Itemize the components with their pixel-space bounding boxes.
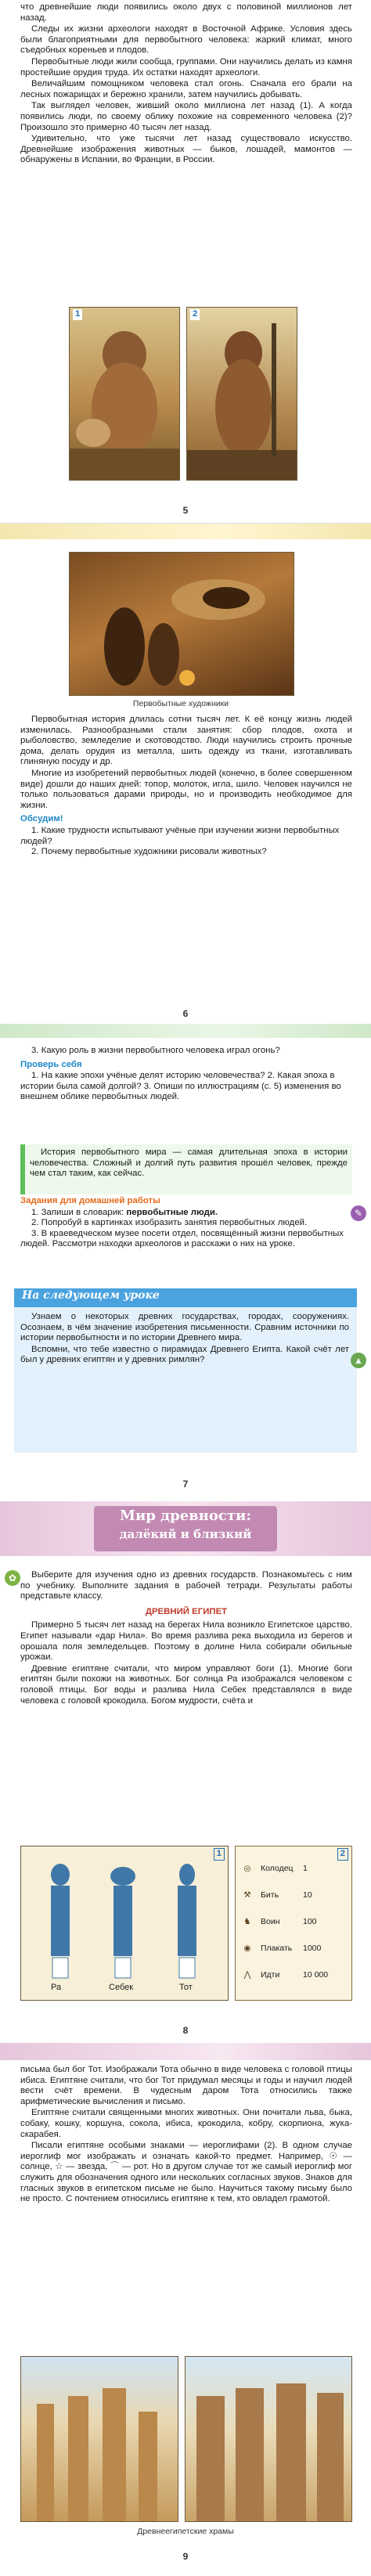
task-icon: ✿ bbox=[5, 1570, 20, 1586]
paragraph: Египтяне считали священными многих животных. Они почитали льва, быка, собаку, кошку, коршуна, сокола, ибиса, крокодила, кобру, скорпиона, жука-скарабея. bbox=[20, 2108, 352, 2139]
hieroglyph-row: ◎ Колодец 1 bbox=[240, 1864, 337, 1876]
hieroglyph-row: ◉ Плакать 1000 bbox=[240, 1944, 337, 1956]
chapter-title-banner bbox=[0, 1501, 371, 1556]
page-6-text bbox=[20, 715, 352, 858]
early-human-illustration bbox=[69, 307, 180, 481]
page-number: 5 bbox=[182, 505, 189, 516]
page-7 bbox=[0, 1024, 371, 1497]
page-9 bbox=[0, 2043, 371, 2576]
god-label-ra: Ра bbox=[51, 1983, 62, 1992]
chapter-title-plate bbox=[94, 1506, 277, 1551]
page-top-band bbox=[0, 1024, 371, 1038]
question-3: 3. Какую роль в жизни первобытного человека играл огонь? bbox=[31, 1046, 280, 1055]
hieroglyph-table bbox=[235, 1846, 352, 2001]
modern-human-illustration bbox=[186, 307, 297, 481]
god-label-thoth: Тот bbox=[179, 1983, 193, 1992]
temple-columns-left bbox=[21, 2357, 178, 2521]
paragraph: Удивительно, что уже тысячи лет назад существовало искусство. Древнейшие изображения животных — быков, лошадей, мамонтов — обнаружены в Испании, во Франции, в России. bbox=[20, 134, 352, 165]
paragraph: Многие из изобретений первобытных людей (конечно, в более совершенном виде) дошли до наших дней: топор, молоток, игла, шило. Человек научился не только пользоваться дарами природы, но и производить необходимое для жизни. bbox=[20, 768, 352, 810]
check-text: 1. На какие эпохи учёные делят историю человечества? 2. Какая эпоха в истории была самой долгой? 3. Опиши по иллюстрациям (с. 5) изменения во внешнем облике первобытных людей. bbox=[20, 1071, 341, 1102]
paragraph: письма был бог Тот. Изображали Тота обычно в виде человека с головой птицы ибиса. Египтяне считали, что бог Тот придумал месяцы и годы и научил людей вести счёт времени. В чудесным даром Тота относились также арифметические вычисления и письмо. bbox=[20, 2065, 352, 2106]
discuss-item: 2. Почему первобытные художники рисовали животных? bbox=[31, 847, 267, 857]
image-caption: Древнеегипетские храмы bbox=[137, 2527, 234, 2536]
paragraph: Следы их жизни археологи находят в Восточной Африке. Условия здесь были благоприятными для первобытного человека: жаркий климат, много съедобных кореньев и плодов. bbox=[20, 24, 352, 56]
page-5-text bbox=[20, 2, 352, 167]
temple-photo-left bbox=[20, 2356, 178, 2522]
intro-text: Выберите для изучения одно из древних государств. Познакомьтесь с ним по учебнику. Выполните задания в рабочей тетради. Результаты работы представьте классу. bbox=[20, 1570, 352, 1601]
figure-label-1: 1 bbox=[73, 309, 82, 320]
paragraph: Так выглядел человек, живший около миллиона лет назад (1). А когда появились люди, по своему облику похожие на современного человека (2)? Произошло это примерно 40 тысяч лет назад. bbox=[20, 101, 352, 132]
section-heading: ДРЕВНИЙ ЕГИПЕТ bbox=[145, 1606, 228, 1616]
page-7-text-top bbox=[20, 1046, 352, 1103]
warrior-icon: ♞ bbox=[243, 1917, 251, 1926]
modern-human-figure bbox=[187, 308, 297, 480]
gods-figures bbox=[21, 1846, 228, 2000]
summary-box bbox=[20, 1144, 352, 1194]
page-8 bbox=[0, 1497, 371, 2043]
hieroglyph-row: ♞ Воин 100 bbox=[240, 1917, 337, 1929]
paragraph: Примерно 5 тысяч лет назад на берегах Нила возникло Египетское царство. Египет называли «дар Нила». Во время разлива река выходила из берегов и орошала поля земледельцев. Поэтому в долине Нила собирали обильные урожаи. bbox=[20, 1620, 352, 1663]
paragraph: Древние египтяне считали, что миром управляют боги (1). Многие боги египтян были похожи на животных. Бог солнца Ра изображался человеком с головой птицы. Бог воды и разлива Нила Себек представлялся в виде человека с головой крокодила. Богом мудрости, счёта и bbox=[20, 1663, 352, 1706]
egyptian-gods-illustration bbox=[20, 1846, 229, 2001]
image-caption: Первобытные художники bbox=[132, 699, 229, 708]
primitive-artists-scene bbox=[70, 553, 294, 695]
discuss-item: 1. Какие трудности испытывают учёные при изучении жизни первобытных людей? bbox=[20, 825, 340, 846]
paragraph: Узнаем о некоторых древних государствах, городах, сооружениях. Осознаем, в чём значение изобретения письменности. Сравним источники по истории первобытности и по истории Древнего мира. bbox=[20, 1312, 349, 1343]
page-number: 9 bbox=[182, 2551, 189, 2562]
page-top-band bbox=[0, 2043, 371, 2060]
page-9-text bbox=[20, 2065, 352, 2206]
paragraph: Величайшим помощником человека стал огонь. Сначала его брали на лесных пожарищах и бережно хранили, затем научились добывать. bbox=[20, 79, 352, 99]
temple-columns-right bbox=[186, 2357, 351, 2521]
page-8-text bbox=[20, 1570, 352, 1707]
next-lesson-title: На следующем уроке bbox=[22, 1289, 160, 1302]
strike-icon: ⚒ bbox=[243, 1890, 251, 1900]
god-label-sebek: Себек bbox=[109, 1983, 134, 1992]
walk-icon: ⋀ bbox=[243, 1970, 251, 1980]
pyramid-icon: ▲ bbox=[351, 1353, 366, 1368]
homework-item-2: 2. Попробуй в картинках изобразить занятия первобытных людей. bbox=[31, 1218, 308, 1228]
page-number: 7 bbox=[182, 1479, 189, 1490]
paragraph: Вспомни, что тебе известно о пирамидах Древнего Египта. Какой счёт лет был у древних египтян и у древних римлян? bbox=[20, 1344, 349, 1365]
paragraph: Писали египтяне особыми знаками — иероглифами (2). В одном случае иероглиф мог изображать и означать какой-то предмет. Например, ☉ — солнце, ☆ — звезда, ⌒ — рот. Но в другом случае тот же самый иероглиф мог служить для обозначения одного или нескольких согласных звуков. Знаков для гласных звуков в египетском письме не было. Научиться такому письму было не просто. С почтением относились египтяне к тем, кто овладел грамотой. bbox=[20, 2141, 352, 2204]
homework-item-3: 3. В краеведческом музее посети отдел, посвящённый жизни первобытных людей. Рассмотри находки археологов и расскажи о них на уроке. bbox=[20, 1228, 344, 1249]
next-lesson-text bbox=[20, 1312, 349, 1367]
figure-label-2: 2 bbox=[190, 309, 200, 320]
hieroglyph-row: ⚒ Бить 10 bbox=[240, 1890, 337, 1903]
chapter-title-line-1: Мир древности: bbox=[120, 1508, 251, 1524]
cave-art-illustration bbox=[69, 552, 294, 696]
temple-photo-right bbox=[185, 2356, 352, 2522]
well-icon: ◎ bbox=[243, 1864, 251, 1873]
homework-heading: Задания для домашней работы bbox=[20, 1196, 160, 1205]
paragraph: Первобытная история длилась сотни тысяч лет. К её концу жизнь людей изменилась. Разнообразными стали занятия: сбор плодов, охота и рыболовство, земледелие и скотоводство. Люди научились строить прочные дома, делать орудия из металла, шить одежду из ткани, изготавливать глиняную посуду и др. bbox=[20, 715, 352, 767]
page-top-band bbox=[0, 524, 371, 539]
cry-icon: ◉ bbox=[243, 1944, 251, 1953]
figure-label-2: 2 bbox=[337, 1848, 348, 1861]
discuss-heading: Обсудим! bbox=[20, 814, 63, 824]
homework-section bbox=[20, 1196, 352, 1250]
check-heading: Проверь себя bbox=[20, 1059, 82, 1069]
page-number: 8 bbox=[182, 2025, 189, 2036]
page-6 bbox=[0, 523, 371, 1025]
next-lesson-box bbox=[14, 1288, 357, 1453]
next-lesson-heading bbox=[14, 1288, 357, 1307]
chapter-title-line-2: далёкий и близкий bbox=[119, 1527, 252, 1541]
early-human-figure bbox=[70, 308, 179, 480]
paragraph: Первобытные люди жили сообща, группами. Они научились делать из камня простейшие орудия труда. Их остатки находят археологи. bbox=[20, 56, 352, 77]
workbook-icon: ✎ bbox=[351, 1205, 366, 1221]
hieroglyph-row: ⋀ Идти 10 000 bbox=[240, 1970, 337, 1983]
homework-item-1: 1. Запиши в словарик: первобытные люди. bbox=[31, 1207, 218, 1217]
paragraph: что древнейшие люди появились около двух с половиной миллионов лет назад. bbox=[20, 2, 352, 23]
page-5 bbox=[0, 0, 371, 523]
figure-label-1: 1 bbox=[214, 1848, 225, 1861]
page-number: 6 bbox=[182, 1008, 189, 1019]
summary-text: История первобытного мира — самая длительная эпоха в истории человечества. Сложный и долгий путь развития прошёл человек, прежде чем стал таким, как сейчас. bbox=[30, 1147, 348, 1179]
